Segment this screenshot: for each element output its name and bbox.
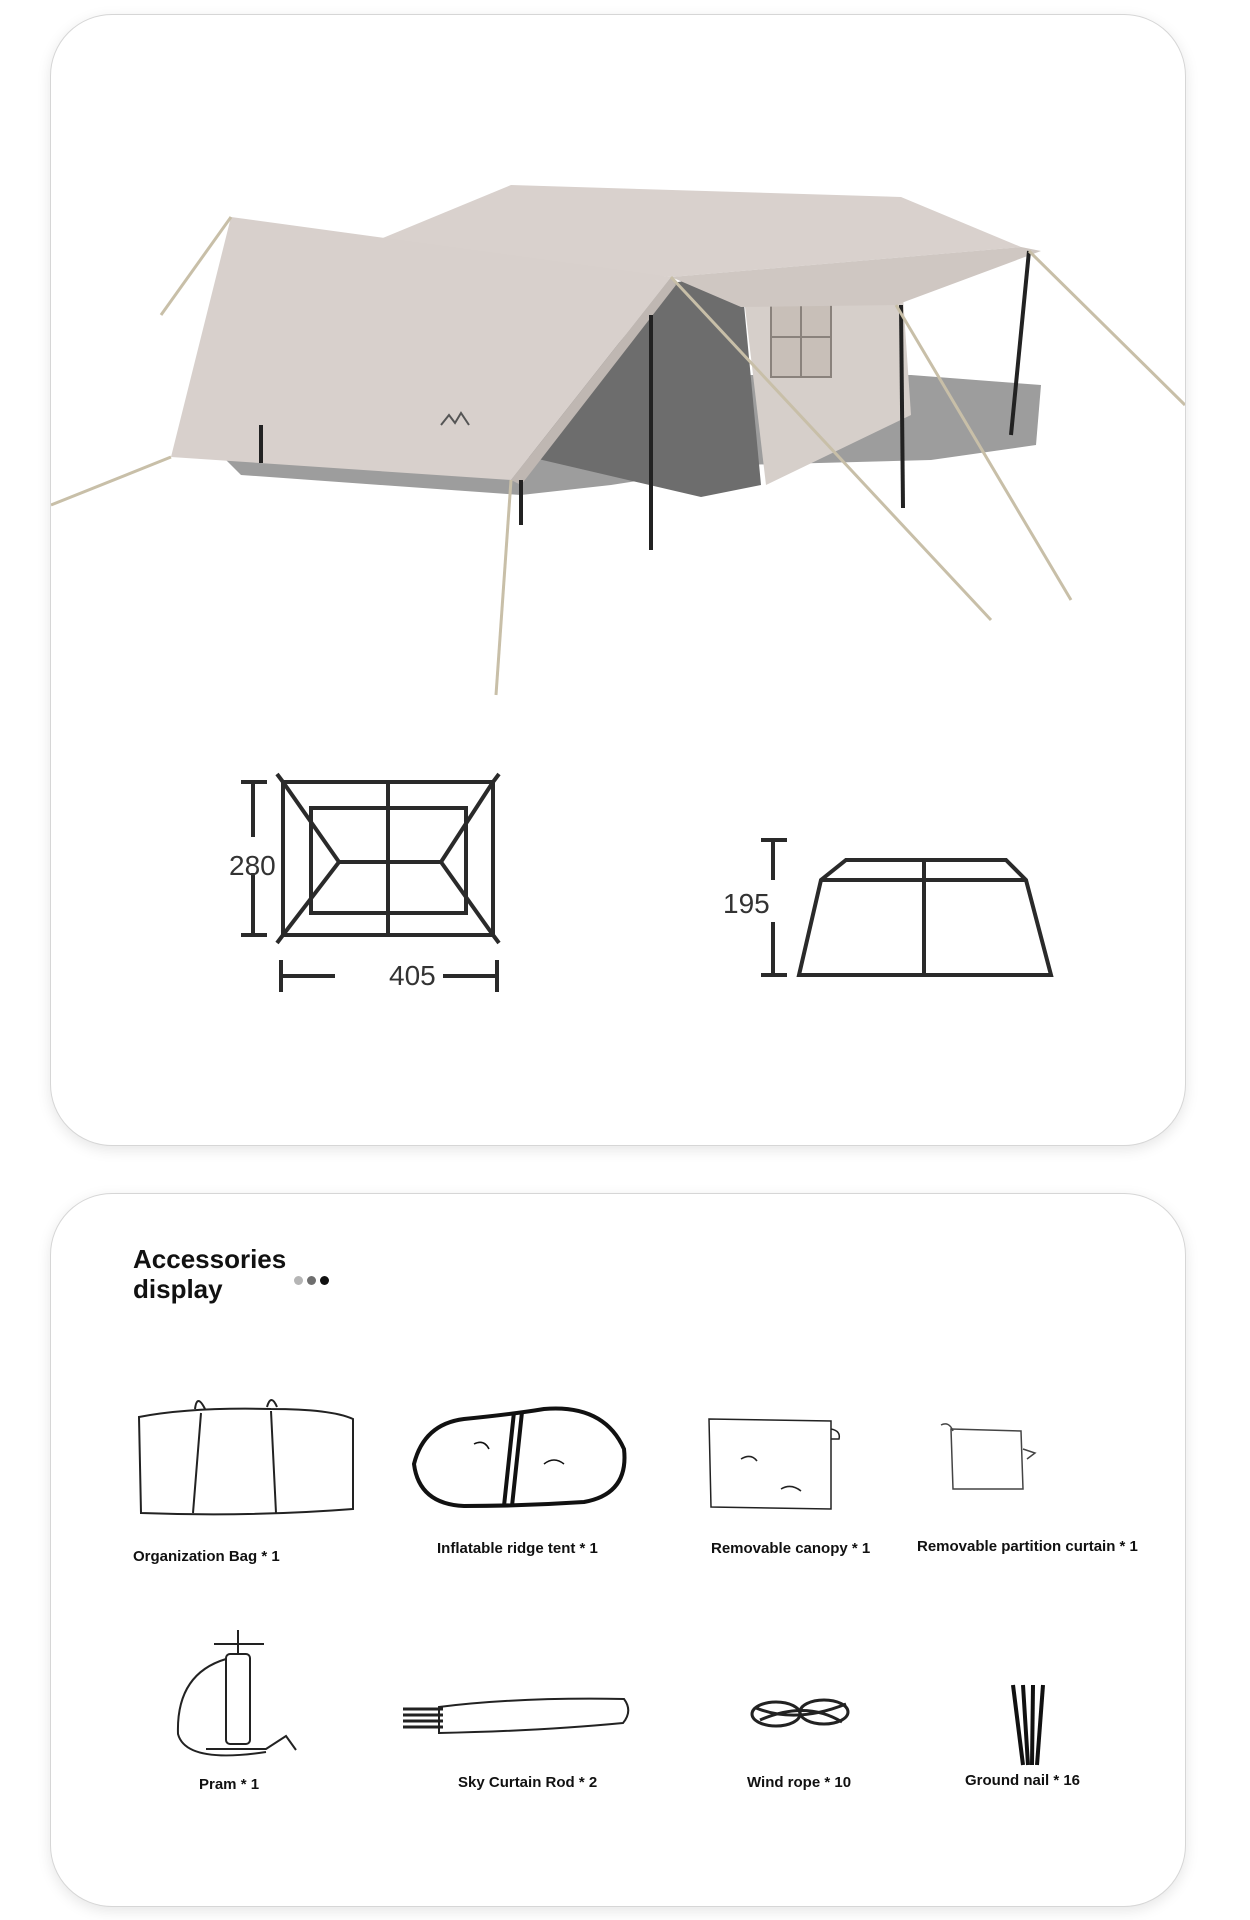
accessory-label: Organization Bag * 1 <box>133 1548 280 1565</box>
accessory-label: Inflatable ridge tent * 1 <box>437 1540 598 1557</box>
accessories-title-line2: display <box>133 1274 223 1304</box>
rolled-tent-icon <box>404 1394 634 1514</box>
height-label: 195 <box>723 888 770 919</box>
pager-dot <box>307 1276 316 1285</box>
footprint-width-label: 405 <box>389 960 436 991</box>
folded-canopy-icon <box>701 1409 851 1519</box>
accessory-label: Sky Curtain Rod * 2 <box>458 1774 598 1791</box>
pager-dot-active <box>320 1276 329 1285</box>
accessory-label: Pram * 1 <box>199 1776 260 1793</box>
rod-bundle-icon <box>399 1689 639 1749</box>
folded-curtain-icon <box>931 1419 1041 1499</box>
accessories-title-line1: Accessories <box>133 1244 287 1274</box>
accessory-label: Removable partition curtain * 1 <box>917 1538 1138 1555</box>
air-pump-icon <box>166 1624 316 1774</box>
rope-coil-icon <box>746 1684 856 1744</box>
footprint-diagram <box>231 760 631 1040</box>
organization-bag-icon <box>131 1389 361 1529</box>
accessory-label: Ground nail * 16 <box>965 1772 1081 1789</box>
accessory-label: Wind rope * 10 <box>747 1774 852 1791</box>
accessory-label: Removable canopy * 1 <box>711 1540 871 1557</box>
product-card <box>50 14 1186 1146</box>
accessories-title <box>133 1244 286 1304</box>
tent-illustration <box>51 15 1185 715</box>
pager-dot <box>294 1276 303 1285</box>
ground-stakes-icon <box>1001 1679 1061 1769</box>
footprint-depth-label: 280 <box>229 850 276 881</box>
side-profile-diagram <box>731 830 1111 1030</box>
accessories-card <box>50 1193 1186 1907</box>
